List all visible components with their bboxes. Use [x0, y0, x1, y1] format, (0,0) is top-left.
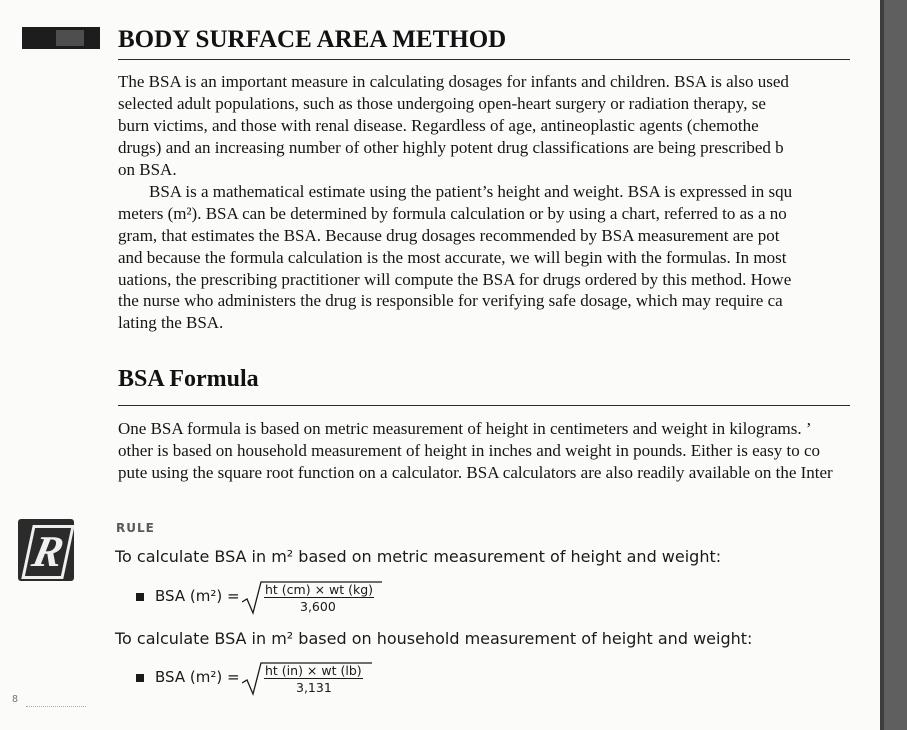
rule-icon-letter: R: [21, 525, 74, 579]
bullet: [136, 674, 144, 682]
rule-label: RULE: [116, 521, 155, 535]
text-line: the nurse who administers the drug is responsible for verifying safe dosage, which may require ca: [118, 291, 783, 311]
text-line: selected adult populations, such as those undergoing open-heart surgery or radiation therapy, se: [118, 93, 766, 113]
text-line: burn victims, and those with renal disease. Regardless of age, antineoplastic agents (chemothe: [118, 115, 759, 135]
text-line: uations, the prescribing practitioner will compute the BSA for drugs ordered by this method. Howe: [118, 269, 792, 289]
formula-lhs: BSA (m²) =: [155, 668, 240, 686]
formula-denominator: 3,131: [296, 680, 332, 695]
text-line: BSA is a mathematical estimate using the patient’s height and weight. BSA is expressed in squ: [149, 182, 793, 201]
metric-rule-text: To calculate BSA in m² based on metric measurement of height and weight:: [115, 547, 722, 566]
text-line: lating the BSA.: [118, 313, 224, 333]
text-line: One BSA formula is based on metric measurement of height in centimeters and weight in kilograms. ’: [118, 419, 812, 438]
formula-numerator: ht (cm) × wt (kg): [265, 582, 374, 597]
text-line: pute using the square root function on a calculator. BSA calculators are also readily available on the Inter: [118, 462, 833, 482]
metric-formula: [136, 580, 396, 620]
bsa-formula-paragraph: [118, 418, 858, 484]
text-line: on BSA.: [118, 159, 177, 179]
household-formula: [136, 661, 396, 701]
heading-rule: [118, 59, 850, 60]
bsa-estimate-paragraph: [118, 181, 858, 334]
section-header-block: [22, 27, 100, 49]
bullet: [136, 593, 144, 601]
viewer-gutter-edge: [880, 0, 884, 730]
formula-lhs: BSA (m²) =: [155, 587, 240, 605]
household-rule-text: To calculate BSA in m² based on household measurement of height and weight:: [115, 629, 753, 648]
formula-heading-rule: [118, 405, 850, 406]
bsa-intro-paragraph: [118, 71, 858, 180]
formula-numerator: ht (in) × wt (lb): [265, 663, 362, 678]
section-heading: BODY SURFACE AREA METHOD: [118, 26, 507, 53]
text-line: other is based on household measurement of height in inches and weight in pounds. Either is easy to co: [118, 440, 821, 460]
text-line: drugs) and an increasing number of other highly potent drug classifications are being prescribed b: [118, 137, 784, 157]
viewer-scroll-gutter[interactable]: [880, 0, 907, 730]
text-line: The BSA is an important measure in calculating dosages for infants and children. BSA is also used: [118, 72, 789, 91]
bsa-formula-heading: BSA Formula: [118, 366, 259, 392]
rule-icon: [18, 519, 74, 581]
text-line: meters (m²). BSA can be determined by formula calculation or by using a chart, referred to as a no: [118, 203, 787, 223]
page-footer-mark: 8: [12, 694, 19, 705]
formula-denominator: 3,600: [300, 599, 336, 614]
text-line: and because the formula calculation is the most accurate, we will begin with the formulas. In most: [118, 247, 787, 267]
footer-dots: [26, 706, 86, 707]
text-line: gram, that estimates the BSA. Because drug dosages recommended by BSA measurement are pot: [118, 225, 780, 245]
